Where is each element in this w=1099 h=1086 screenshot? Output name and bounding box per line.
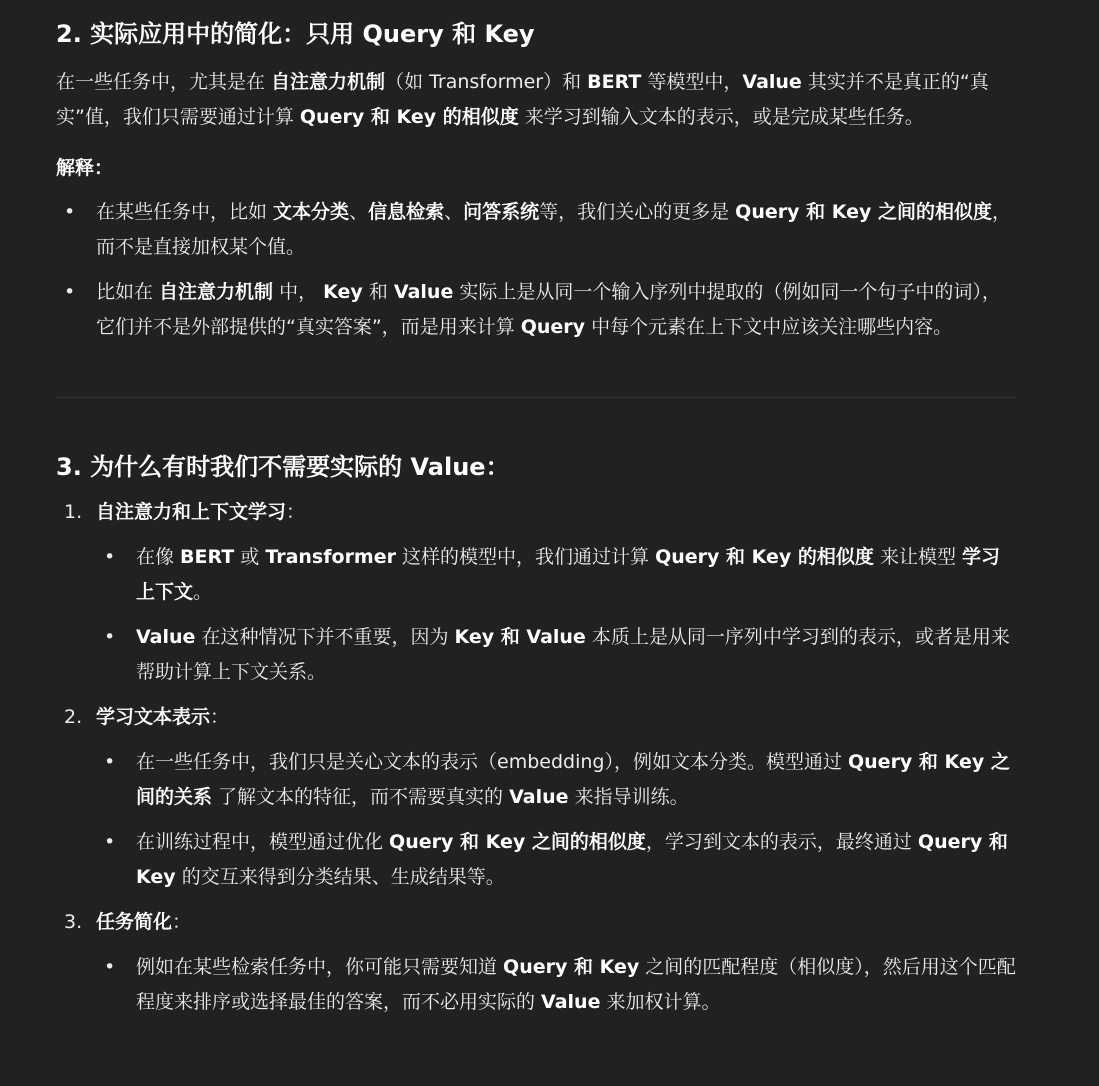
bold-text: Key xyxy=(323,281,363,303)
text-run: 或 xyxy=(234,546,266,568)
text-run: 的交互来得到分类结果、生成结果等。 xyxy=(175,866,505,888)
text-run: （如 Transformer）和 xyxy=(385,71,588,93)
bold-text: 自注意力机制 xyxy=(271,71,386,93)
bold-text: 自注意力机制 xyxy=(159,281,274,303)
text-run: 等模型中， xyxy=(641,71,743,93)
bold-text: 问答系统 xyxy=(463,201,540,223)
item-number: 2. xyxy=(64,706,83,728)
text-run: 之间的匹配程度（相似度），然后用这个匹配程度来排序或选择最佳的答案，而不必用实际的 xyxy=(136,956,1016,1013)
text-run: 来让模型 xyxy=(873,546,963,568)
chat-response xyxy=(56,16,1016,1020)
section2-heading: 2. 实际应用中的简化：只用 Query 和 Key xyxy=(56,20,535,48)
item-number: 3. xyxy=(64,911,83,933)
text-run: ，而不是直接加权某个值。 xyxy=(96,201,1012,258)
sub-bullet-list xyxy=(96,540,1016,690)
list-item xyxy=(96,950,1016,1020)
text-run: 等，我们关心的更多是 xyxy=(539,201,736,223)
item-heading: 学习文本表示 xyxy=(96,706,211,728)
text-run: 这样的模型中，我们通过计算 xyxy=(396,546,656,568)
text-run: 、 xyxy=(349,201,369,223)
text-run: 和 xyxy=(362,281,394,303)
bold-text: Value xyxy=(393,281,454,303)
numbered-item xyxy=(56,905,1016,1020)
bold-text: Query 和 Key xyxy=(503,956,640,978)
sub-bullet-list xyxy=(96,745,1016,895)
item-heading: 自注意力和上下文学习 xyxy=(96,501,287,523)
text-run: 在一些任务中，尤其是在 xyxy=(56,71,272,93)
item-number: 1. xyxy=(64,501,83,523)
bold-text: Value xyxy=(509,786,569,808)
bold-text: Query 和 Key 之间的关系 xyxy=(136,751,1010,808)
bold-text: Value xyxy=(136,626,196,648)
list-item xyxy=(56,275,1016,345)
list-item xyxy=(96,745,1016,815)
list-item xyxy=(96,620,1016,690)
item-colon: ： xyxy=(210,706,230,728)
explanation-label: 解释： xyxy=(56,157,114,179)
bold-text: BERT xyxy=(587,71,642,93)
item-heading: 任务简化 xyxy=(96,911,173,933)
text-run: 本质上是从同一序列中学习到的表示，或者是用来帮助计算上下文关系。 xyxy=(136,626,1010,683)
text-run: 来学习到输入文本的表示，或是完成某些任务。 xyxy=(518,106,924,128)
text-run: 中， xyxy=(273,281,324,303)
section2-intro-paragraph xyxy=(56,65,1016,135)
text-run: 实际上是从同一个输入序列中提取的（例如同一个句子中的词），它们并不是外部提供的“真实答案”，而是用来计算 xyxy=(96,281,1001,338)
list-item xyxy=(96,540,1016,610)
text-run: 在某些任务中，比如 xyxy=(96,201,274,223)
text-run: 在这种情况下并不重要，因为 xyxy=(195,626,455,648)
text-run: 比如在 xyxy=(96,281,160,303)
bold-text: Query 和 Key xyxy=(136,831,1008,888)
bold-text: Query 和 Key 的相似度 xyxy=(299,106,519,128)
text-run: 在一些任务中，我们只是关心文本的表示（embedding），例如文本分类。模型通过 xyxy=(136,751,848,773)
text-run: 其实并不是真正的“真实”值，我们只需要通过计算 xyxy=(56,71,989,128)
text-run: 来指导训练。 xyxy=(568,786,689,808)
text-run: 中每个元素在上下文中应该关注哪些内容。 xyxy=(585,316,953,338)
text-run: 了解文本的特征，而不需要真实的 xyxy=(212,786,510,808)
bold-text: Transformer xyxy=(265,546,396,568)
bold-text: 信息检索 xyxy=(368,201,445,223)
bold-text: 文本分类 xyxy=(273,201,350,223)
text-run: 来加权计算。 xyxy=(600,991,721,1013)
bold-text: 学习上下文 xyxy=(136,546,1001,603)
section3-heading: 3. 为什么有时我们不需要实际的 Value： xyxy=(56,453,510,481)
section3-numbered-list xyxy=(56,495,1016,1020)
bold-text: Value xyxy=(541,991,601,1013)
list-item xyxy=(96,825,1016,895)
item-colon: ： xyxy=(172,911,192,933)
bold-text: Query 和 Key 的相似度 xyxy=(655,546,874,568)
numbered-item xyxy=(56,495,1016,690)
bold-text: Key 和 Value xyxy=(454,626,586,648)
bold-text: BERT xyxy=(180,546,235,568)
list-item xyxy=(56,195,1016,265)
sub-bullet-list xyxy=(96,950,1016,1020)
text-run: 。 xyxy=(193,581,213,603)
bold-text: Query 和 Key 之间的相似度 xyxy=(389,831,646,853)
text-run: 、 xyxy=(444,201,464,223)
text-run: 例如在某些检索任务中，你可能只需要知道 xyxy=(136,956,504,978)
section2-bullet-list xyxy=(56,195,1016,345)
section-divider xyxy=(56,397,1016,398)
text-run: ，学习到文本的表示，最终通过 xyxy=(645,831,918,853)
bold-text: Query 和 Key 之间的相似度 xyxy=(735,201,992,223)
item-colon: ： xyxy=(286,501,306,523)
numbered-item xyxy=(56,700,1016,895)
text-run: 在像 xyxy=(136,546,181,568)
bold-text: Query xyxy=(520,316,586,338)
text-run: 在训练过程中，模型通过优化 xyxy=(136,831,390,853)
bold-text: Value xyxy=(742,71,802,93)
